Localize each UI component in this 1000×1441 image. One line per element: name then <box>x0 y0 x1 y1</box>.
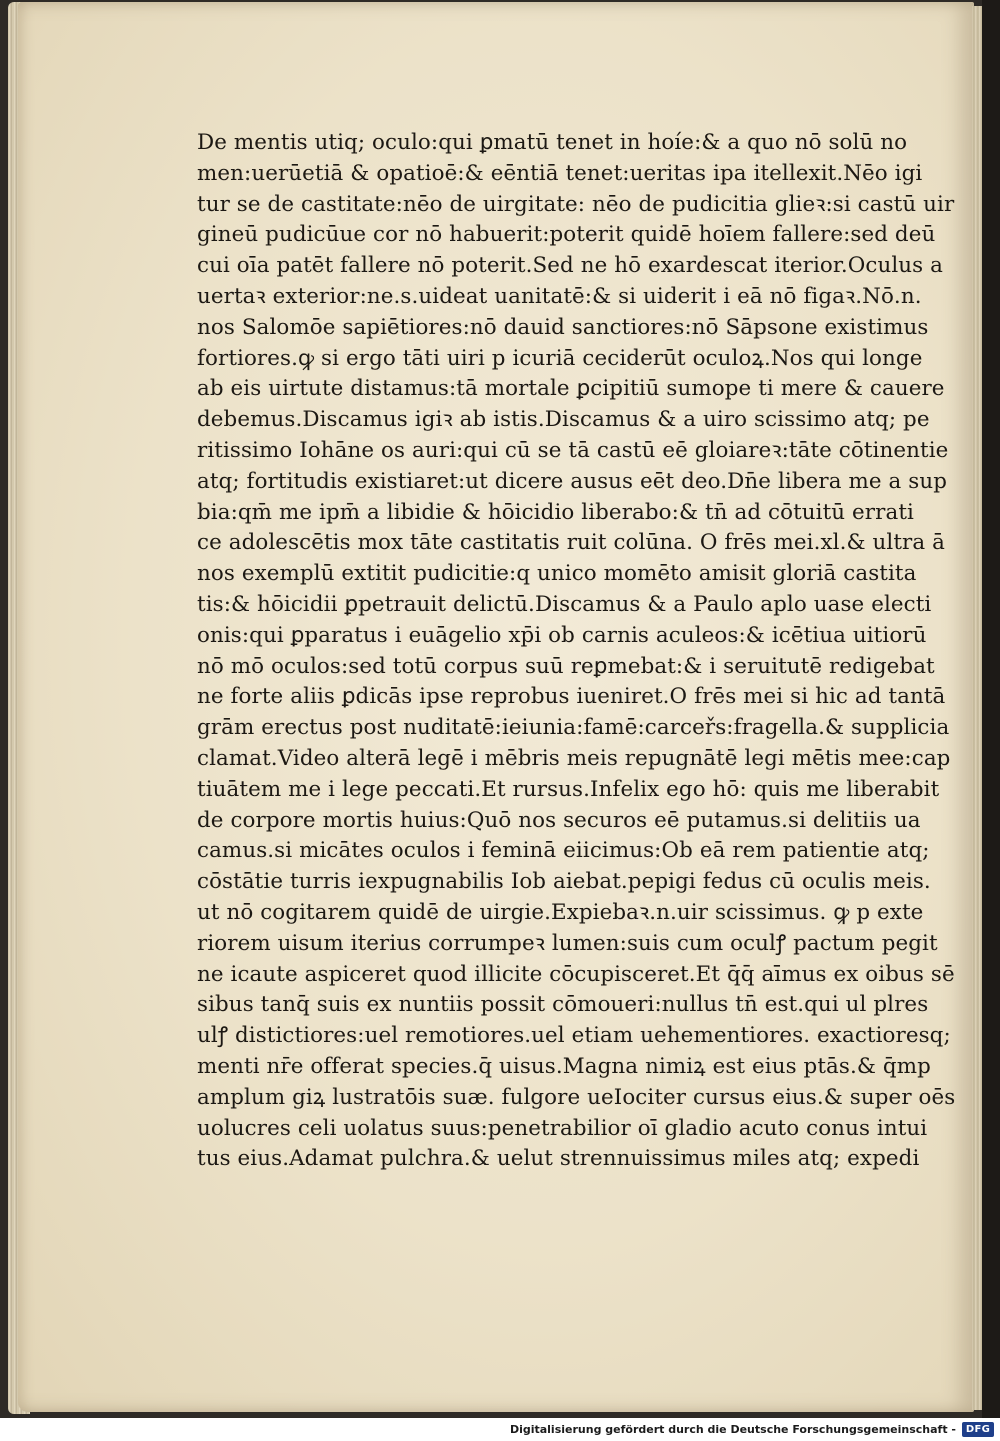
text-line: nō mō oculos:sed totū corpus suū reꝑmebat:& i seruitutē redigebat <box>197 653 935 679</box>
text-line: riorem uisum iterius corrumpeꝛ lumen:suis cum oculꝭ pactum pegit <box>197 930 938 956</box>
funding-credit: Digitalisierung gefördert durch die Deutsche Forschungsgemeinschaft - <box>509 1423 956 1436</box>
text-line: grām erectus post nuditatē:ieiunia:famē:carceřs:fragella.& supplicia <box>197 715 950 741</box>
text-line: ulꝭ distictiores:uel remotiores.uel etiam uehementiores. exactioresq; <box>197 1023 951 1049</box>
text-line: bia:qm̄ me ipm̄ a libidie & hōicidio liberabo:& tn̄ ad cōtuitū errati <box>197 499 914 525</box>
text-line: amplum giꝝ lustratōis suæ. fulgore ueIociter cursus eius.& super oēs <box>197 1084 956 1110</box>
text-line: ut nō cogitarem quidē de uirgie.Expiebaꝛ.n.uir scissimus. ꝙ p exte <box>197 899 924 925</box>
text-line: cōstātie turris iexpugnabilis Iob aiebat.pepigi fedus cū oculis meis. <box>197 869 931 895</box>
text-line: ce adolescētis mox tāte castitatis ruit colūna. O frēs mei.xl.& ultra ā <box>197 530 945 556</box>
text-line: atq; fortitudis existiaret:ut dicere ausus eēt deo.Dn̄e libera me a sup <box>197 468 948 494</box>
text-line: tis:& hōicidii ꝑpetrauit delictū.Discamus & a Paulo aplo uase electi <box>197 591 932 617</box>
text-line: de corpore mortis huius:Quō nos securos eē putamus.si delitiis ua <box>197 807 921 833</box>
text-line: sibus tanq̄ suis ex nuntiis possit cōmoueri:nullus tn̄ est.qui ul plres <box>197 992 929 1018</box>
text-line: nos Salomōe sapiētiores:nō dauid sanctiores:nō Sāpsone existimus <box>197 314 929 340</box>
text-line: ritissimo Iohāne os auri:qui cū se tā castū eē gloiareꝛ:tāte cōtinentie <box>197 437 949 463</box>
text-line: tus eius.Adamat pulchra.& uelut strennuissimus miles atq; expedi <box>197 1146 920 1172</box>
page-stack-right-edge <box>972 6 982 1410</box>
text-line: menti nr̄e offerat species.q̄ uisus.Magna nimiꝝ est eius ptās.& q̄mp <box>197 1053 931 1079</box>
binding-shadow <box>982 0 1000 1418</box>
page-text-block <box>197 128 956 1175</box>
dfg-logo: DFG <box>962 1422 994 1437</box>
text-line: ab eis uirtute distamus:tā mortale ꝑcipitiū sumope ti mere & cauere <box>197 376 945 402</box>
digitization-footer <box>0 1418 1000 1441</box>
text-line: onis:qui ꝑparatus i euāgelio xp̄i ob carnis aculeos:& icētiua uitiorū <box>197 622 927 648</box>
text-line: debemus.Discamus igiꝛ ab istis.Discamus & a uiro scissimo atq; pe <box>197 407 930 433</box>
text-line: gineū pudicūue cor nō habuerit:poterit quidē hoīem fallere:sed deū <box>197 222 936 248</box>
text-line: tiuātem me i lege peccati.Et rursus.Infelix ego hō: quis me liberabit <box>197 776 940 802</box>
text-line: uertaꝛ exterior:ne.s.uideat uanitatē:& si uiderit i eā nō figaꝛ.Nō.n. <box>197 283 922 309</box>
text-line: ne icaute aspiceret quod illicite cōcupisceret.Et q̄q̄ aīmus ex oibus sē <box>197 961 955 987</box>
text-line: fortiores.ꝙ si ergo tāti uiri p icuriā ceciderūt oculoꝝ.Nos qui longe <box>197 345 923 371</box>
text-line: cui oīa patēt fallere nō poterit.Sed ne hō exardescat iterior.Oculus a <box>197 253 944 279</box>
text-line: tur se de castitate:nēo de uirgitate: nēo de pudicitia glieꝛ:si castū uir <box>197 191 955 217</box>
text-line: nos exemplū extitit pudicitie:q unico momēto amisit gloriā castita <box>197 561 917 587</box>
text-line: camus.si micātes oculos i feminā eiicimus:Ob eā rem patientie atq; <box>197 838 930 864</box>
text-line: De mentis utiq; oculo:qui ꝑmatū tenet in hoíe:& a quo nō solū no <box>197 130 908 155</box>
text-line: uolucres celi uolatus suus:penetrabilior oī gladio acuto conus intui <box>197 1115 928 1141</box>
text-line: men:uerūetiā & opatioē:& eēntiā tenet:ueritas ipa itellexit.Nēo igi <box>197 160 923 186</box>
text-line: clamat.Video alterā legē i mēbris meis repugnātē legi mētis mee:cap <box>197 745 951 771</box>
text-line: ne forte aliis ꝑdicās ipse reprobus iueniret.O frēs mei si hic ad tantā <box>197 684 946 710</box>
